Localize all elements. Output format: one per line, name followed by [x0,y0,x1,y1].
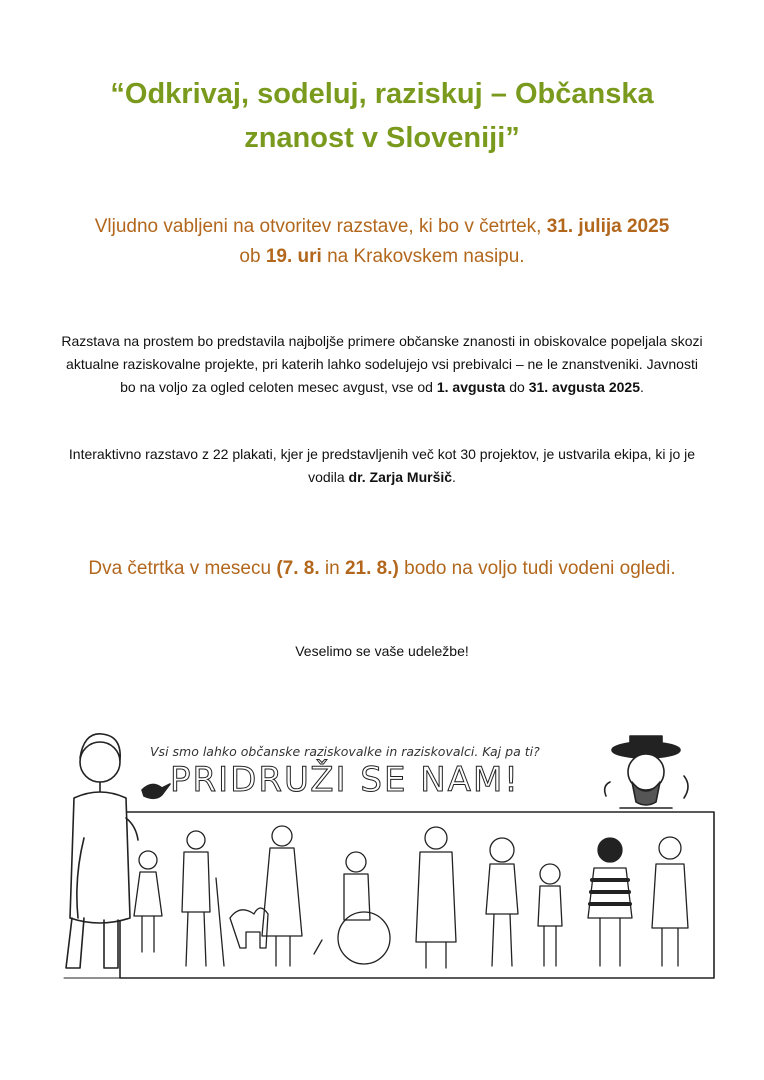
exhibition-description [60,330,704,399]
invite-pre: Vljudno vabljeni na otvoritev razstave, ki bo v četrtek, [94,216,547,237]
bird-icon [142,784,170,798]
illustration-headline: PRIDRUŽI SE NAM! [170,760,520,800]
tours-pre: Dva četrtka v mesecu [88,558,277,579]
invite-mid: ob [239,246,266,267]
description-text: Razstava na prostem bo predstavila najboljše primere občanske znanosti in obiskovalce popeljala skozi aktualne raziskovalne projekte, pri katerih lahko sodelujejo vsi prebivalci – ne le znanstveniki. Javnosti bo na voljo za ogled celoten mesec avgust, vse od [61,333,703,395]
date-from: 1. avgusta [436,379,506,395]
team-description [60,443,704,489]
date-to: 31. avgusta 2025 [528,379,640,395]
man-right-figure [605,736,688,808]
description-mid: do [505,379,529,395]
tours-mid: in [319,558,345,579]
tours-date-2: 21. 8.) [344,558,399,579]
invite-hour: 19. uri [265,246,322,267]
title-line-2: znanost v Sloveniji” [244,122,520,154]
team-end: . [452,469,456,485]
team-text: Interaktivno razstavo z 22 plakati, kjer je predstavljenih več kot 30 projektov, je ustvarila ekipa, ki jo je vodila [68,446,696,485]
team-leader: dr. Zarja Muršič [348,469,453,485]
tours-date-1: (7. 8. [276,558,320,579]
page-title [0,72,764,160]
guided-tours [20,554,744,584]
invitation-text [40,212,724,272]
illustration-subtitle: Vsi smo lahko občanske raziskovalke in raziskovalci. Kaj pa ti? [150,744,540,759]
closing-note: Veselimo se vaše udeležbe! [295,643,469,659]
tours-post: bodo na voljo tudi vodeni ogledi. [398,558,676,579]
invite-date: 31. julija 2025 [546,216,670,237]
description-end: . [640,379,644,395]
invite-post: na Krakovskem nasipu. [321,246,525,267]
title-line-1: “Odkrivaj, sodeluj, raziskuj – Občanska [110,78,654,110]
